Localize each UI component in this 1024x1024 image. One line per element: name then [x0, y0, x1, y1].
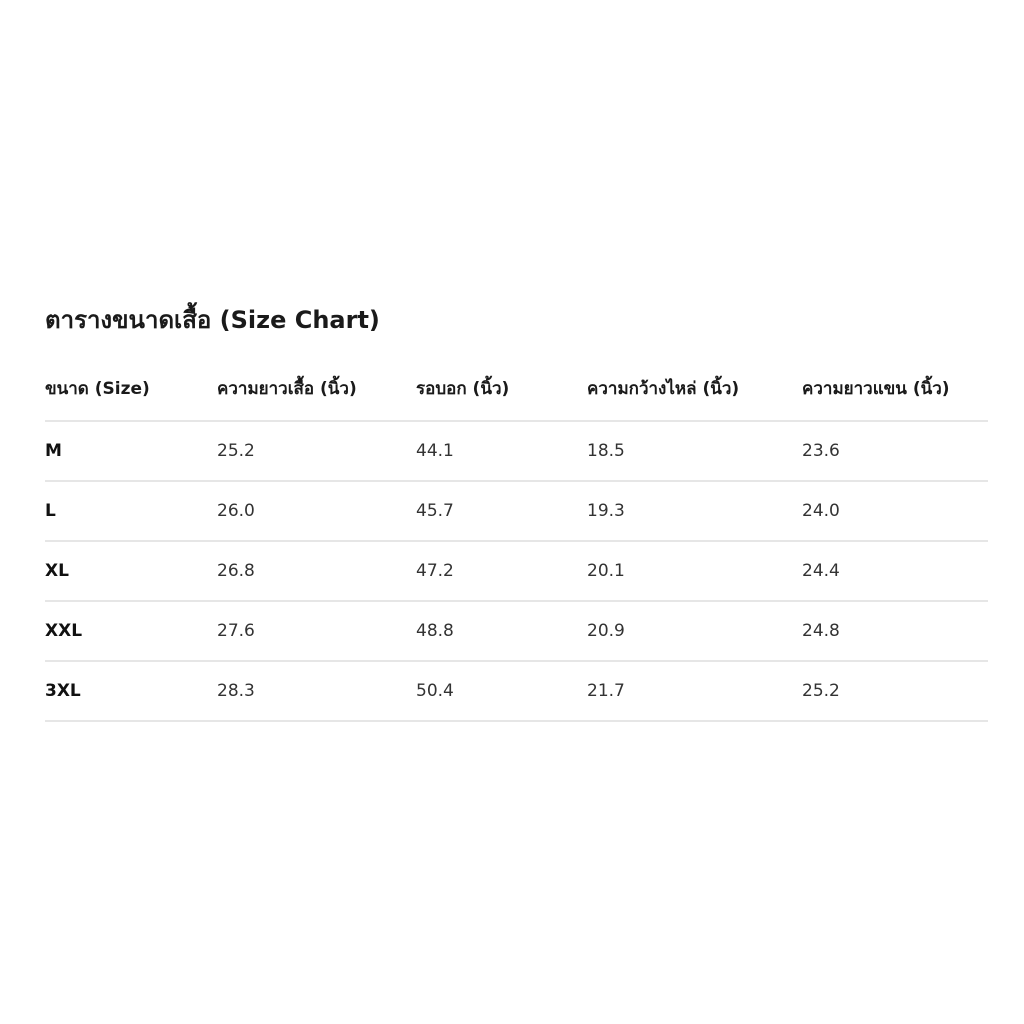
header-sleeve-length: ความยาวแขน (นิ้ว) — [802, 378, 950, 399]
sleeve-length-cell: 24.0 — [802, 501, 840, 521]
header-shoulder-width: ความกว้างไหล่ (นิ้ว) — [587, 378, 740, 399]
chest-cell: 50.4 — [416, 681, 454, 701]
shoulder-width-cell: 19.3 — [587, 501, 625, 521]
shoulder-width-cell: 21.7 — [587, 681, 625, 701]
size-cell: M — [45, 441, 62, 461]
shoulder-width-cell: 20.1 — [587, 561, 625, 581]
table-row — [45, 481, 988, 541]
header-shirt-length: ความยาวเสื้อ (นิ้ว) — [217, 378, 357, 399]
chart-title: ตารางขนาดเสื้อ (Size Chart) — [45, 306, 380, 334]
header-chest: รอบอก (นิ้ว) — [416, 378, 510, 399]
table-header-row — [45, 370, 988, 421]
chest-cell: 45.7 — [416, 501, 454, 521]
chest-cell: 48.8 — [416, 621, 454, 641]
size-cell: L — [45, 501, 56, 521]
sleeve-length-cell: 23.6 — [802, 441, 840, 461]
size-chart — [45, 303, 988, 722]
shirt-length-cell: 27.6 — [217, 621, 255, 641]
sleeve-length-cell: 24.8 — [802, 621, 840, 641]
size-cell: XXL — [45, 621, 83, 641]
chest-cell: 47.2 — [416, 561, 454, 581]
chest-cell: 44.1 — [416, 441, 454, 461]
header-size: ขนาด (Size) — [45, 378, 150, 399]
size-table — [45, 370, 988, 722]
table-row — [45, 601, 988, 661]
shirt-length-cell: 25.2 — [217, 441, 255, 461]
shirt-length-cell: 26.0 — [217, 501, 255, 521]
shoulder-width-cell: 20.9 — [587, 621, 625, 641]
size-cell: XL — [45, 561, 69, 581]
table-row — [45, 541, 988, 601]
sleeve-length-cell: 25.2 — [802, 681, 840, 701]
sleeve-length-cell: 24.4 — [802, 561, 840, 581]
table-row — [45, 421, 988, 481]
size-cell: 3XL — [45, 681, 81, 701]
shirt-length-cell: 28.3 — [217, 681, 255, 701]
shirt-length-cell: 26.8 — [217, 561, 255, 581]
shoulder-width-cell: 18.5 — [587, 441, 625, 461]
table-row — [45, 661, 988, 721]
